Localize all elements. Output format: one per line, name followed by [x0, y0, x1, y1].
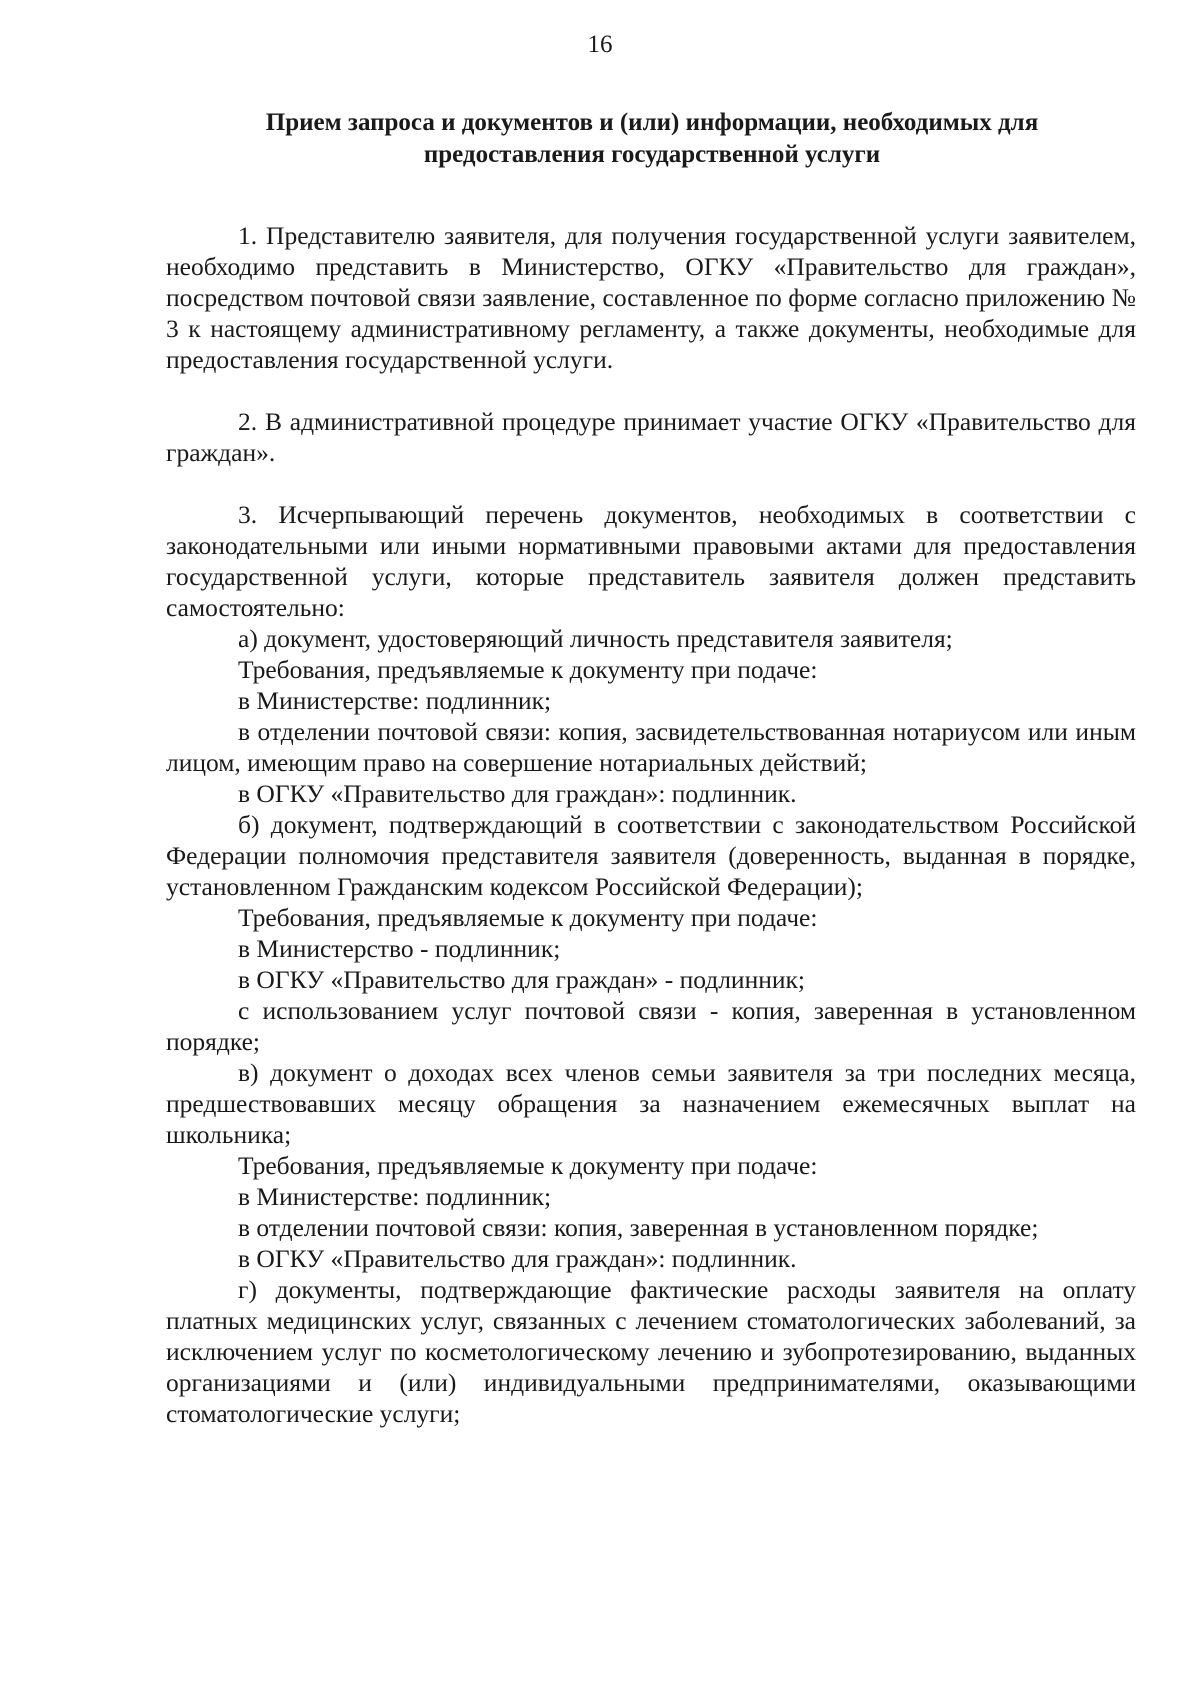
requirement-item: с использованием услуг почтовой связи - копия, заверенная в установленном порядке; [166, 996, 1136, 1056]
requirements-heading: Требования, предъявляемые к документу при подаче: [238, 1151, 818, 1180]
page-number: 16 [587, 31, 613, 58]
list-item-v: в) документ о доходах всех членов семьи заявителя за три последних месяца, предшествовавших месяцу обращения за назначением ежемесячных выплат на школьника; [166, 1058, 1136, 1149]
requirement-item: в Министерство - подлинник; [238, 934, 561, 963]
requirement-item: в ОГКУ «Правительство для граждан»: подлинник. [238, 779, 797, 808]
requirement-item: в отделении почтовой связи: копия, засвидетельствованная нотариусом или иным лицом, имеющим право на совершение нотариальных действий; [166, 717, 1136, 777]
requirements-heading: Требования, предъявляемые к документу при подаче: [238, 655, 818, 684]
list-item-b: б) документ, подтверждающий в соответствии с законодательством Российской Федерации полномочия представителя заявителя (доверенность, выданная в порядке, установленном Гражданским кодексом Российской Федерации); [166, 810, 1136, 901]
document-body [166, 220, 1136, 1429]
section-heading-line-1: Прием запроса и документов и (или) информации, необходимых для [265, 109, 1039, 136]
requirement-item: в Министерстве: подлинник; [238, 686, 552, 715]
paragraph-3: 3. Исчерпывающий перечень документов, необходимых в соответствии с законодательными или иными нормативными правовыми актами для предоставления государственной услуги, которые представитель заявителя должен представить самостоятельно: [166, 500, 1136, 622]
section-heading [168, 107, 1136, 171]
paragraph-1: 1. Представителю заявителя, для получения государственной услуги заявителем, необходимо представить в Министерство, ОГКУ «Правительство для граждан», посредством почтовой связи заявление, составленное по форме согласно приложению № 3 к настоящему административному регламенту, а также документы, необходимые для предоставления государственной услуги. [166, 221, 1136, 374]
paragraph-2: 2. В административной процедуре принимает участие ОГКУ «Правительство для граждан». [166, 407, 1136, 467]
requirement-item: в ОГКУ «Правительство для граждан»: подлинник. [238, 1244, 797, 1273]
requirement-item: в Министерстве: подлинник; [238, 1182, 552, 1211]
list-item-a: а) документ, удостоверяющий личность представителя заявителя; [238, 624, 953, 653]
list-item-g: г) документы, подтверждающие фактические расходы заявителя на оплату платных медицинских услуг, связанных с лечением стоматологических заболеваний, за исключением услуг по косметологическому лечению и зубопротезированию, выданных организациями и (или) индивидуальными предпринимателями, оказывающими стоматологические услуги; [166, 1275, 1136, 1428]
requirement-item: в отделении почтовой связи: копия, заверенная в установленном порядке; [238, 1213, 1039, 1242]
requirement-item: в ОГКУ «Правительство для граждан» - подлинник; [238, 965, 805, 994]
section-heading-line-2: предоставления государственной услуги [423, 141, 881, 168]
requirements-heading: Требования, предъявляемые к документу при подаче: [238, 903, 818, 932]
